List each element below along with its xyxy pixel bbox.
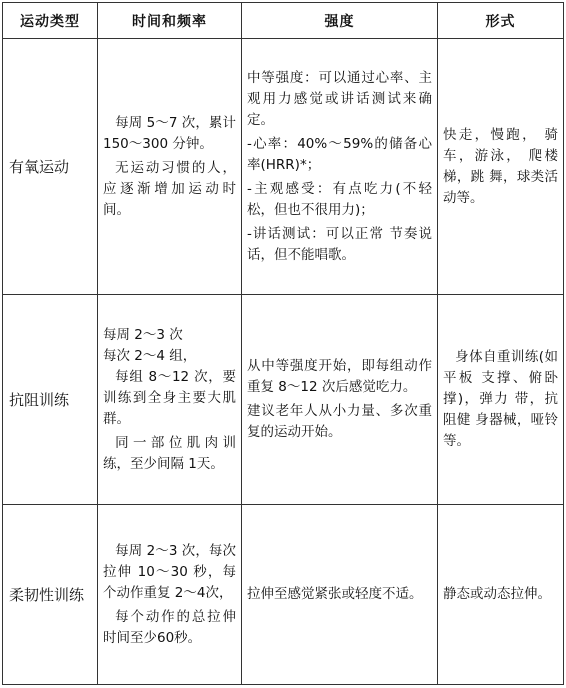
time-frequency-line: 每周 2～3 次，每次拉伸 10～30 秒，每个动作重复 2～4次， <box>103 542 236 601</box>
time-frequency-line: 每组 8～12 次，要训练到全身主要大肌群。 <box>103 368 236 427</box>
time-frequency-line: 每次 2～4 组， <box>103 347 197 364</box>
intensity-line: 从中等强度开始，即每组动作重复 8～12 次后感觉吃力。 <box>247 358 432 395</box>
table-header-row <box>3 3 564 39</box>
header-form: 形式 <box>438 3 564 39</box>
form-cell <box>438 295 564 505</box>
time-frequency-line: 每周 2～3 次 <box>103 326 183 343</box>
header-time-frequency: 时间和频率 <box>98 3 242 39</box>
table-row-flexibility <box>3 505 564 685</box>
time-frequency-cell <box>98 39 242 295</box>
form-cell <box>438 39 564 295</box>
intensity-cell <box>242 505 438 685</box>
time-frequency-line: 同一部位肌肉训练，至少间隔 1天。 <box>103 434 236 472</box>
form-text: 快走，慢跑， 骑车，游泳， 爬楼梯，跳 舞，球类活 动等。 <box>443 126 558 206</box>
exercise-type-cell: 柔韧性训练 <box>3 505 98 685</box>
time-frequency-line: 每周 5～7 次，累计 150～300 分钟。 <box>103 114 236 152</box>
form-text: 静态或动态拉伸。 <box>443 586 551 602</box>
intensity-line: -心率：40%～59%的储备心率(HRR)*； <box>247 135 432 173</box>
intensity-line: 拉伸至感觉紧张或轻度不适。 <box>247 586 423 602</box>
header-exercise-type: 运动类型 <box>3 3 98 39</box>
time-frequency-cell <box>98 505 242 685</box>
table-row-aerobic <box>3 39 564 295</box>
exercise-type-cell: 抗阻训练 <box>3 295 98 505</box>
intensity-cell <box>242 39 438 295</box>
form-cell <box>438 505 564 685</box>
exercise-guide-table <box>2 2 564 685</box>
table-row-resistance <box>3 295 564 505</box>
intensity-cell <box>242 295 438 505</box>
intensity-line: 中等强度：可以通过心率、主观用力感觉或讲话测试来确定。 <box>247 69 432 128</box>
intensity-line: -讲话测试：可以正常 节奏说话，但不能唱歌。 <box>247 225 432 263</box>
intensity-line: 建议老年人从小力量、多次重复的运动开始。 <box>247 403 432 440</box>
form-text: 身体自重训练(如平板 支撑、俯卧 撑)，弹力 带，抗阻健 身器械，哑铃等。 <box>443 349 558 449</box>
exercise-type-cell: 有氧运动 <box>3 39 98 295</box>
time-frequency-cell <box>98 295 242 505</box>
header-intensity: 强度 <box>242 3 438 39</box>
intensity-line: -主观感受：有点吃力(不轻松，但也不很用力)； <box>247 180 432 218</box>
time-frequency-line: 无运动习惯的人，应逐渐增加运动时间。 <box>103 159 236 218</box>
time-frequency-line: 每个动作的总拉伸时间至少60秒。 <box>103 608 236 646</box>
